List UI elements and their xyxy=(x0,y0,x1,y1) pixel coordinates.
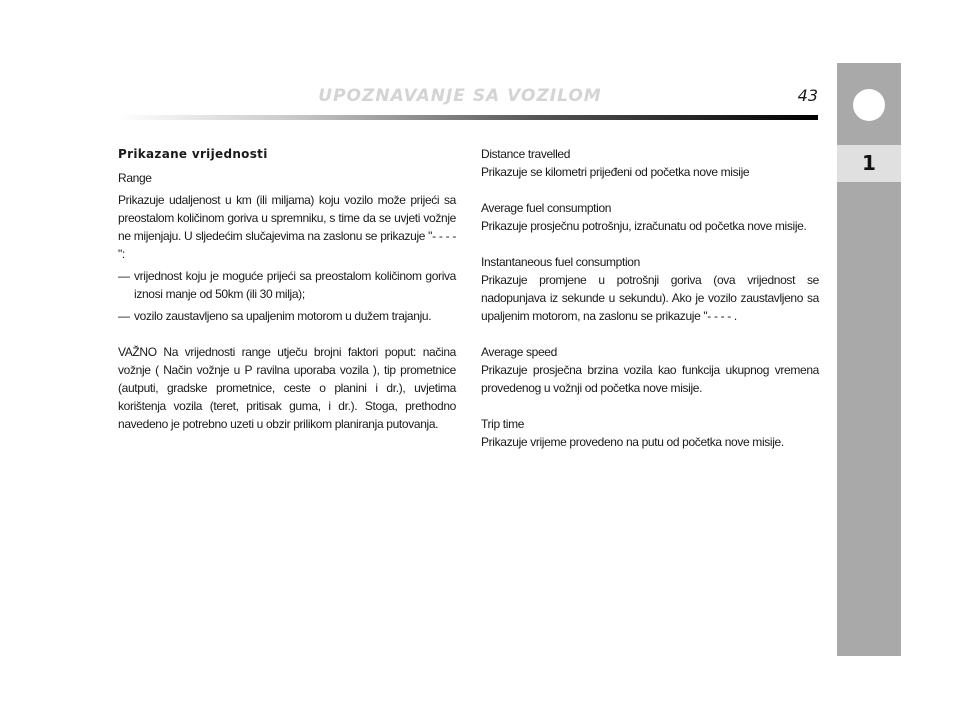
right-column xyxy=(481,145,819,451)
avg-fuel-label: Average fuel consumption xyxy=(481,201,612,215)
distance-travelled-label: Distance travelled xyxy=(481,147,571,161)
important-note: VAŽNO Na vrijednosti range utječu brojni faktori poput: načina vožnje ( Način vožnje u P ravilna uporaba vozila ), tip prometnice (autputi, gradske prometnice, ceste o planini i dr.), uvjetima korištenja vozila (teret, pritisak guma, i dr.). Stoga, prethodno navedeno je potrebno uzeti u obzir prilikom planiranja putovanja. xyxy=(118,345,456,431)
inst-fuel-text: Prikazuje promjene u potrošnji goriva (ova vrijednost se nadopunjava iz sekunde u sekundu). Ako je vozilo zaustavljeno sa upaljenim motorom, na zaslonu se prikazuje "- - - - . xyxy=(481,273,819,323)
list-dash: — xyxy=(118,309,130,323)
chapter-circle-icon xyxy=(853,89,885,121)
list-item-text: vrijednost koju je moguće prijeći sa preostalom količinom goriva iznosi manje od 50km (ili 30 milja); xyxy=(134,269,456,301)
trip-time-text: Prikazuje vrijeme provedeno na putu od početka nove misije. xyxy=(481,435,784,449)
list-item xyxy=(118,307,456,325)
section-heading: Prikazane vrijednosti xyxy=(118,147,268,161)
page-number: 43 xyxy=(797,86,818,105)
distance-travelled-text: Prikazuje se kilometri prijeđeni od početka nove misije xyxy=(481,165,750,179)
inst-fuel-label: Instantaneous fuel consumption xyxy=(481,255,640,269)
list-item-text: vozilo zaustavljeno sa upaljenim motorom u dužem trajanju. xyxy=(134,309,432,323)
section-header-title: UPOZNAVANJE SA VOZILOM xyxy=(318,86,602,106)
range-description: Prikazuje udaljenost u km (ili miljama) koju vozilo može prijeći sa preostalom količinom goriva u spremniku, s time da se uvjeti vožnje ne mijenjaju. U sljedećim slučajevima na zaslonu se prikazuje "- - - - ": xyxy=(118,193,456,261)
left-column xyxy=(118,145,456,433)
avg-speed-text: Prikazuje prosječna brzina vozila kao funkcija ukupnog vremena provedenog u vožnji od početka nove misije. xyxy=(481,363,819,395)
list-item xyxy=(118,267,456,303)
range-label: Range xyxy=(118,171,152,185)
header-divider xyxy=(118,115,818,120)
trip-time-label: Trip time xyxy=(481,417,525,431)
avg-fuel-text: Prikazuje prosječnu potrošnju, izračunatu od početka nove misije. xyxy=(481,219,807,233)
list-dash: — xyxy=(118,269,130,283)
avg-speed-label: Average speed xyxy=(481,345,557,359)
chapter-number: 1 xyxy=(862,151,876,175)
